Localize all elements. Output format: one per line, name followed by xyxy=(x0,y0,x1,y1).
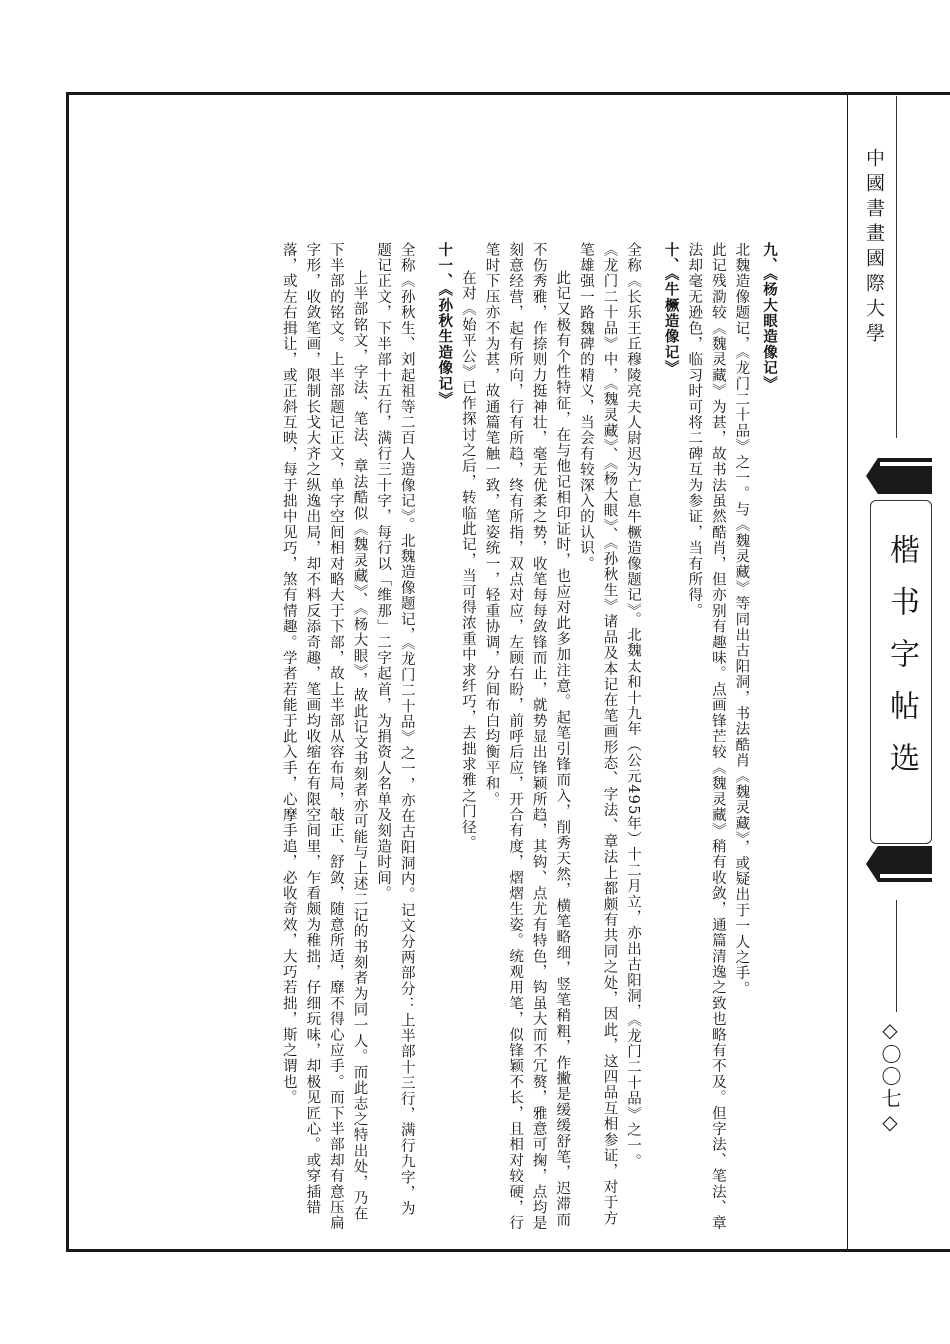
section-10-paragraph-1: 全称《长乐王丘穆陵亮夫人尉迟为亡息牛橛造像题记》。北魏太和十九年（公元495年）十二月立，亦出古阳洞，《龙门二十品》之一。 xyxy=(625,242,642,1170)
section-10-heading: 十、《牛橛造像记》 xyxy=(662,242,679,377)
page-number: ◇〇〇七◇ xyxy=(878,1018,902,1136)
side-band-rule xyxy=(847,95,848,1250)
title-tab-bottom xyxy=(866,846,932,882)
side-line-bottom xyxy=(896,900,897,1012)
book-title: 楷书字帖选 xyxy=(884,534,919,794)
title-tab-top xyxy=(866,458,932,494)
section-10-paragraph-2: 《龙门二十品》中，《魏灵藏》、《杨大眼》、《孙秋生》诸品及本记在笔画形态、字法、章法上都颇有共同之处，因此，这四品互相参证，对于方笔雄强一路魏碑的精义，当会有较深入的认识。 xyxy=(577,242,618,1227)
section-9-paragraph-2: 此记残泐较《魏灵藏》为甚，故书法虽然酷肖，但亦别有趣味。点画锋芒较《魏灵藏》稍有收敛，通篇清逸之致也略有不及。但字法、笔法、章法却毫无逊色，临习时可将二碑互为参证，当有所得。 xyxy=(686,242,726,1232)
section-10-paragraph-4: 在对《始平公》已作探讨之后，转临此记，当可得浓重中求纤巧，去拙求雅之门径。 xyxy=(459,269,476,851)
section-11-paragraph-2: 上半部铭文，字法、笔法、章法酷似《魏灵藏》、《杨大眼》，故此记文书刻者亦可能与上述二记的书刻者为同一人。而此志之特出处，乃在下半部的铭文。上半部题记正文，单字空间相对略大于下部，故上半部从容布局，敧正、舒敛，随意所适，靡不得心应手。而下半部却有意压扁字形，收敛笔画，限制长戈大齐之纵逸出局，却不料反添奇趣，笔画均收缩在有限空间里，乍看颇为稚拙，仔细玩味，却极见匠心。或穿插错落，或左右揖让，或正斜互映，每于拙中见巧，煞有情趣。学者若能于此入手，心摩手追，必收奇效，大巧若拙，斯之谓也。 xyxy=(280,242,368,1232)
section-11-paragraph-1: 全称《孙秋生、刘起祖等二百人造像记》。北魏造像题记，《龙门二十品》之一，亦在古阳洞内。记文分两部分：上半部十三行，满行九字，为题记正文，下半部十五行，满行三十字，每行以「维那」二字起首，为捐资人名单及刻造时间。 xyxy=(375,242,415,1217)
section-9-paragraph-1: 北魏造像题记，《龙门二十品》之一。与《魏灵藏》等同出古阳洞，书法酷肖《魏灵藏》，或疑出于一人之手。 xyxy=(733,242,750,997)
section-10-paragraph-3: 此记又极有个性特征，在与他记相印证时，也应对此多加注意。起笔引锋而入，削秀天然，横笔略细，竖笔稍粗，作撇是缓缓舒笔，迟滞而不伤秀雅，作捺则力挺神壮，毫无优柔之势，收笔每每敛锋而止，就势显出锋颖所趋，其钩、点尤有特色，钩虽大而不冗赘，雅意可掬，点均是刻意经营，起有所向，行有所趋，终有所指，双点对应，左顾右盼，前呼后应，开合有度，熠熠生姿。统观用笔，似锋颖不长，且相对较硬，行笔时下压亦不为甚，故通篇笔触一致，笔姿统一，轻重协调，分间布白均衡平和。 xyxy=(483,242,571,1232)
main-text xyxy=(190,242,780,1232)
side-line-top xyxy=(896,96,897,438)
section-11-heading: 十一、《孙秋生造像记》 xyxy=(436,242,453,408)
section-9-heading: 九、《杨大眼造像记》 xyxy=(761,242,777,392)
university-name: 中國書畫國際大學 xyxy=(863,148,885,348)
